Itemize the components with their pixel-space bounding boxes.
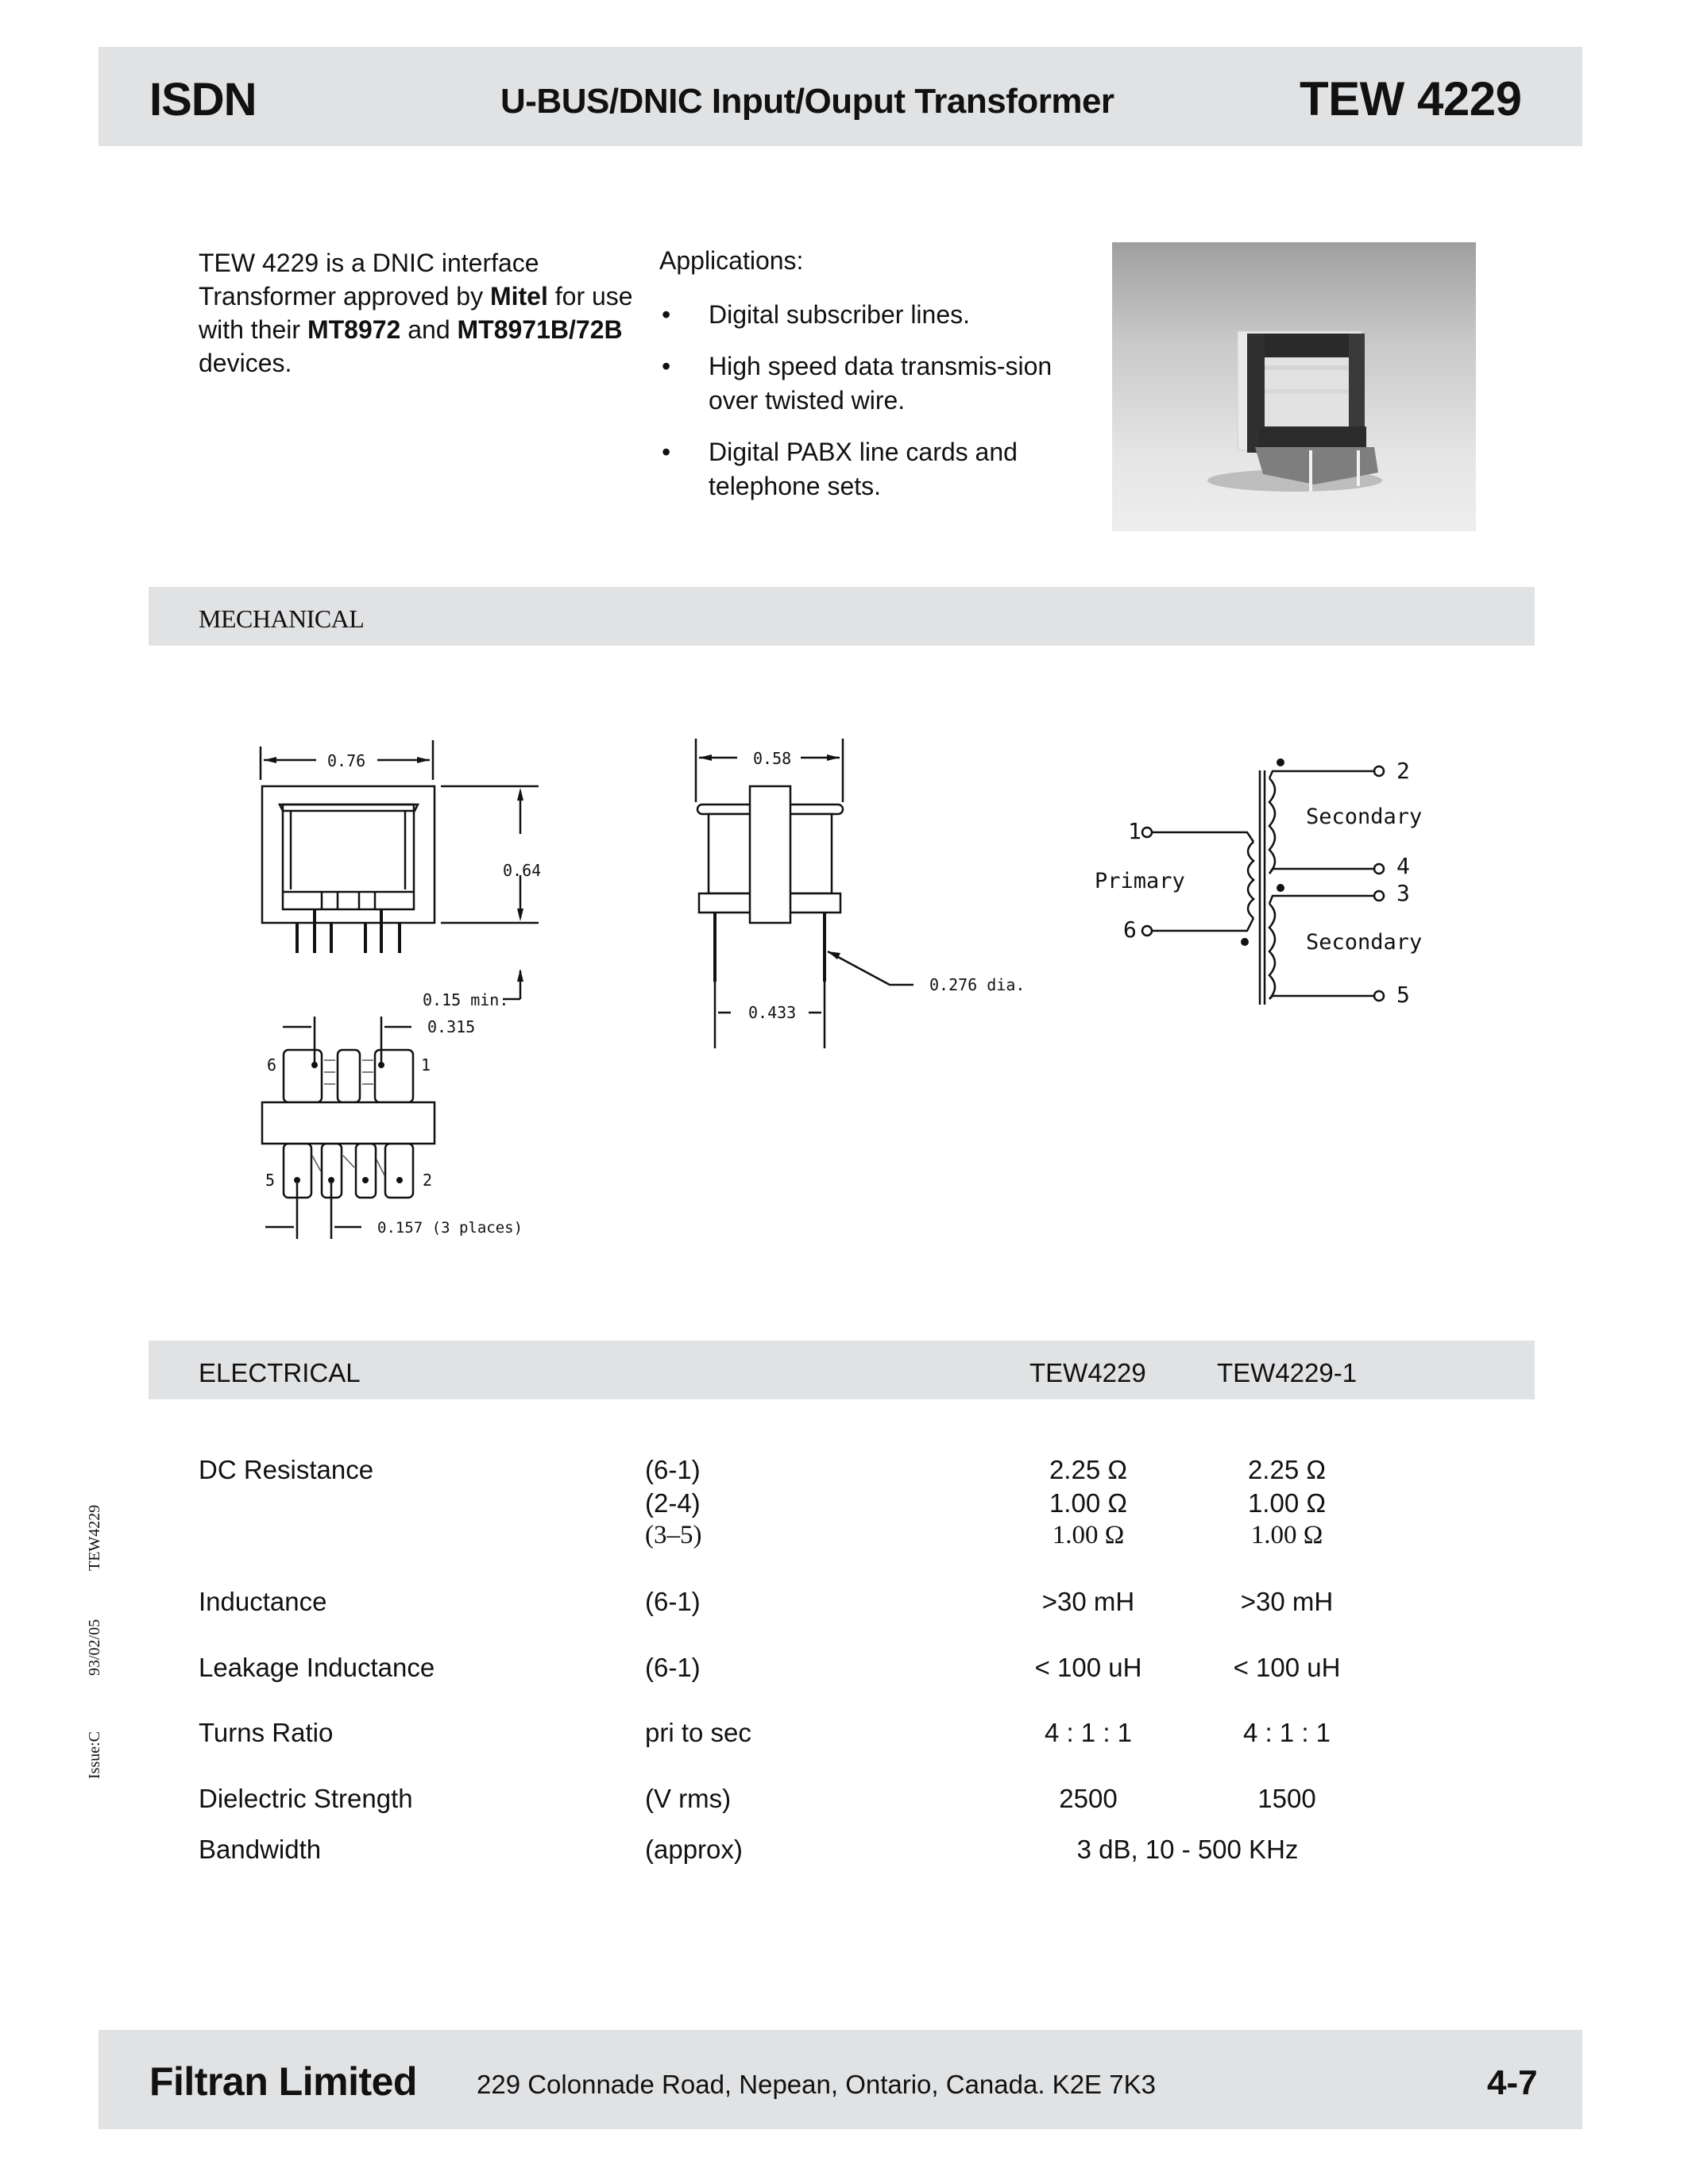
header-subtitle: U-BUS/DNIC Input/Ouput Transformer (500, 82, 1114, 121)
revision-note (79, 1504, 111, 1787)
page-number: 4-7 (1487, 2063, 1538, 2102)
spec-param: Bandwidth (199, 1835, 322, 1864)
schematic-pin-3: 3 (1396, 880, 1410, 906)
schematic-pin-5: 5 (1396, 982, 1410, 1008)
application-item (659, 435, 1072, 504)
spec-value-tew4229-1: >30 mH (1240, 1587, 1334, 1616)
intro-text: devices. (199, 349, 292, 377)
schematic-pin-2: 2 (1396, 758, 1410, 784)
spec-value-tew4229-1: 1500 (1257, 1784, 1316, 1813)
spec-value-tew4229: 2.25 Ω (1049, 1455, 1128, 1484)
bullet-icon: • (662, 438, 671, 466)
application-item (659, 349, 1072, 418)
product-photo (1112, 242, 1476, 531)
spec-value-tew4229: 1.00 Ω (1052, 1521, 1125, 1549)
pin-label-6: 6 (267, 1055, 277, 1075)
spec-value-tew4229-1: 1.00 Ω (1250, 1521, 1323, 1549)
bottom-view-drawing (238, 1032, 596, 1263)
issue-label: Issue:C (86, 1731, 103, 1779)
spec-value-tew4229-1: 4 : 1 : 1 (1242, 1718, 1331, 1747)
spec-value-tew4229: 4 : 1 : 1 (1044, 1718, 1133, 1747)
spec-param: Inductance (199, 1587, 327, 1616)
pin-label-5: 5 (265, 1171, 276, 1190)
intro-device: MT8972 (307, 315, 401, 344)
schematic-primary-label: Primary (1095, 869, 1185, 893)
spec-value-both: 3 dB, 10 - 500 KHz (1076, 1835, 1299, 1864)
schematic-pin-6: 6 (1123, 916, 1137, 943)
intro-device: MT8971B/72B (457, 315, 623, 344)
footer-address: 229 Colonnade Road, Nepean, Ontario, Canada. K2E 7K3 (477, 2070, 1156, 2099)
spec-condition: (V rms) (645, 1784, 732, 1813)
schematic-secondary-label: Secondary (1306, 930, 1423, 955)
issue-date: 93/02/05 (86, 1619, 103, 1676)
pin-label-1: 1 (421, 1055, 431, 1075)
spec-param: Turns Ratio (199, 1718, 334, 1747)
dim-width-076: 0.76 (327, 751, 366, 770)
spec-condition: (3–5) (645, 1521, 702, 1549)
application-text: Digital subscriber lines. (709, 300, 971, 329)
bullet-icon: • (662, 352, 671, 380)
schematic-pin-4: 4 (1396, 853, 1410, 879)
dim-pin-diameter: 0.276 dia. (929, 975, 1026, 994)
dim-pin-spacing: 0.433 (748, 1003, 797, 1022)
spec-param: Dielectric Strength (199, 1784, 413, 1813)
application-item (659, 298, 1072, 332)
intro-paragraph (199, 246, 643, 380)
schematic-pin-1: 1 (1128, 818, 1141, 844)
header-category: ISDN (149, 74, 257, 125)
application-text: Digital PABX line cards and telephone sets. (709, 438, 1018, 500)
spec-value-tew4229-1: 2.25 Ω (1247, 1455, 1327, 1484)
applications-title: Applications: (659, 246, 804, 275)
pin-length-dimension (238, 953, 596, 1032)
dim-height-064: 0.64 (503, 861, 542, 880)
spec-condition: (6-1) (645, 1653, 701, 1682)
header-part-number: TEW 4229 (1300, 72, 1522, 125)
applications-list (659, 298, 1072, 521)
intro-text: and (400, 315, 458, 344)
transformer-schematic (1064, 731, 1493, 1032)
spec-value-tew4229: >30 mH (1041, 1587, 1135, 1616)
side-view-drawing (651, 731, 1049, 1048)
column-header-tew4229-1: TEW4229-1 (1217, 1358, 1358, 1387)
doc-id: TEW4229 (86, 1504, 103, 1571)
column-header-tew4229: TEW4229 (1029, 1358, 1146, 1387)
intro-text: for use with their (199, 282, 633, 344)
dim-row-spacing: 0.315 (427, 1017, 476, 1032)
pin-label-2: 2 (423, 1171, 433, 1190)
spec-condition: (2-4) (645, 1488, 701, 1518)
dim-pin-pitch: 0.157 (3 places) (377, 1219, 523, 1237)
spec-param: Leakage Inductance (199, 1653, 435, 1682)
schematic-secondary-label: Secondary (1306, 805, 1423, 829)
spec-param: DC Resistance (199, 1455, 374, 1484)
spec-value-tew4229: 1.00 Ω (1049, 1488, 1128, 1518)
application-text: High speed data transmis-sion over twisted wire. (709, 352, 1053, 415)
spec-condition: (6-1) (645, 1587, 701, 1616)
spec-value-tew4229-1: 1.00 Ω (1247, 1488, 1327, 1518)
intro-text: TEW 4229 is a DNIC interface Transformer approved by (199, 249, 539, 311)
spec-value-tew4229: 2500 (1059, 1784, 1118, 1813)
footer-company: Filtran Limited (149, 2059, 417, 2104)
dim-pin-length: 0.15 min. (423, 990, 509, 1009)
spec-condition: pri to sec (645, 1718, 751, 1747)
bullet-icon: • (662, 300, 671, 329)
front-view-drawing (238, 731, 596, 953)
spec-condition: (6-1) (645, 1455, 701, 1484)
spec-value-tew4229-1: < 100 uH (1233, 1653, 1341, 1682)
electrical-section-title: ELECTRICAL (199, 1358, 361, 1387)
dim-side-width: 0.58 (753, 749, 792, 768)
transformer-photo-icon (1112, 242, 1476, 531)
mechanical-section-title: MECHANICAL (199, 604, 365, 633)
spec-condition: (approx) (645, 1835, 743, 1864)
spec-value-tew4229: < 100 uH (1034, 1653, 1142, 1682)
intro-brand: Mitel (489, 282, 548, 311)
